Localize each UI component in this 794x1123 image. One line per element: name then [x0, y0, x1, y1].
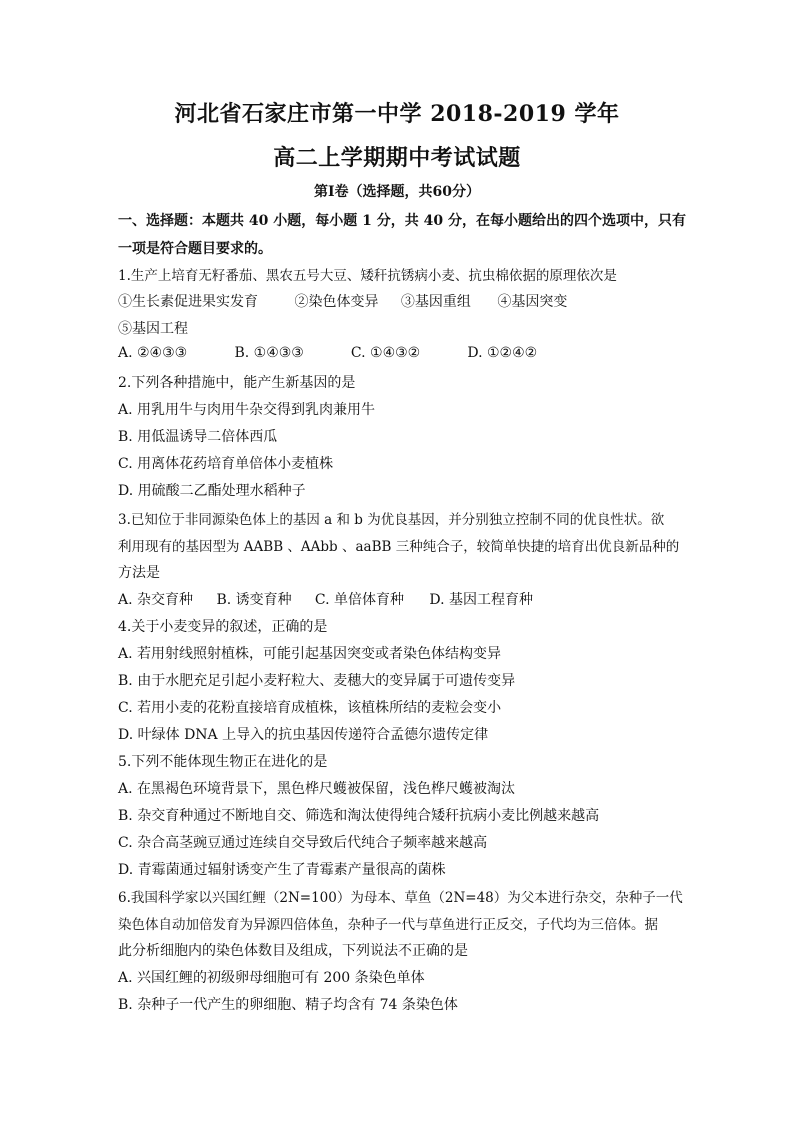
q2-option-d: D. 用硫酸二乙酯处理水稻种子 — [118, 483, 306, 499]
q6-option-a: A. 兴国红鲤的初级卵母细胞可有 200 条染色单体 — [118, 970, 425, 986]
q1-item-2: ②染色体变异 — [294, 294, 379, 310]
q2-option-a: A. 用乳用牛与肉用牛杂交得到乳肉兼用牛 — [118, 402, 376, 418]
q1-items-row — [118, 291, 567, 311]
q5-option-d: D. 青霉菌通过辐射诱变产生了青霉素产量很高的菌株 — [118, 862, 446, 878]
q3-option-d: D. 基因工程育种 — [429, 592, 533, 608]
q4-option-b: B. 由于水肥充足引起小麦籽粒大、麦穗大的变异属于可遗传变异 — [118, 673, 516, 689]
q3-stem-line3: 方法是 — [118, 565, 160, 581]
q2-option-b: B. 用低温诱导二倍体西瓜 — [118, 429, 278, 445]
q6-stem-line3: 此分析细胞内的染色体数目及组成，下列说法不正确的是 — [118, 943, 468, 959]
q1-item-1: ①生长素促进果实发育 — [118, 294, 258, 310]
section-heading-line1: 一、选择题：本题共 40 小题，每小题 1 分，共 40 分，在每小题给出的四个选项中，只有 — [118, 213, 686, 229]
section-heading-line2: 一项是符合题目要求的。 — [118, 241, 272, 257]
q1-option-c: C. ①④③② — [350, 345, 421, 361]
q6-stem-line2: 染色体自动加倍发育为异源四倍体鱼，杂种子一代与草鱼进行正反交，子代均为三倍体。据 — [118, 917, 658, 933]
q3-stem-line2: 利用现有的基因型为 AABB 、AAbb 、aaBB 三种纯合子，较简单快捷的培育出优良新品种的 — [118, 539, 680, 555]
q3-stem-line1: 3.已知位于非同源染色体上的基因 a 和 b 为优良基因，并分别独立控制不同的优良性状。欲 — [118, 512, 665, 528]
exam-title-line2: 高二上学期期中考试试题 — [273, 145, 521, 171]
q5-option-a: A. 在黑褐色环境背景下，黑色桦尺蠖被保留，浅色桦尺蠖被淘汰 — [118, 781, 516, 797]
q1-option-a: A. ②④③③ — [118, 345, 188, 361]
q4-option-a: A. 若用射线照射植株，可能引起基因突变或者染色体结构变异 — [118, 646, 502, 662]
q1-options-row — [118, 345, 537, 361]
q1-option-b: B. ①④③③ — [234, 345, 304, 361]
q3-option-a: A. 杂交育种 — [118, 592, 194, 608]
q4-option-d: D. 叶绿体 DNA 上导入的抗虫基因传递符合孟德尔遗传定律 — [118, 727, 489, 743]
q5-option-c: C. 杂合高茎豌豆通过连续自交导致后代纯合子频率越来越高 — [118, 835, 488, 851]
q3-option-b: B. 诱变育种 — [216, 592, 292, 608]
exam-title-line1: 河北省石家庄市第一中学 2018-2019 学年 — [174, 101, 620, 127]
q3-options-row — [118, 589, 533, 609]
q6-option-b: B. 杂种子一代产生的卵细胞、精子均含有 74 条染色体 — [118, 997, 458, 1013]
q1-option-d: D. ①②④② — [467, 345, 538, 361]
q4-stem: 4.关于小麦变异的叙述，正确的是 — [118, 619, 328, 635]
q4-option-c: C. 若用小麦的花粉直接培育成植株，该植株所结的麦粒会变小 — [118, 700, 502, 716]
q1-item-4: ④基因突变 — [497, 294, 568, 310]
part-subtitle: 第Ⅰ卷（选择题，共60分） — [313, 184, 481, 200]
q1-item-5: ⑤基因工程 — [118, 321, 188, 337]
q5-option-b: B. 杂交育种通过不断地自交、筛选和淘汰使得纯合矮秆抗病小麦比例越来越高 — [118, 808, 600, 824]
q3-option-c: C. 单倍体育种 — [314, 592, 405, 608]
q1-stem: 1.生产上培育无籽番茄、黑农五号大豆、矮秆抗锈病小麦、抗虫棉依据的原理依次是 — [118, 268, 617, 284]
q6-stem-line1: 6.我国科学家以兴国红鲤（2N=100）为母本、草鱼（2N=48）为父本进行杂交，杂种子一代 — [118, 890, 683, 906]
q1-item-3: ③基因重组 — [400, 294, 471, 310]
q2-stem: 2.下列各种措施中，能产生新基因的是 — [118, 375, 356, 391]
q5-stem: 5.下列不能体现生物正在进化的是 — [118, 754, 328, 770]
q2-option-c: C. 用离体花药培育单倍体小麦植株 — [118, 456, 334, 472]
